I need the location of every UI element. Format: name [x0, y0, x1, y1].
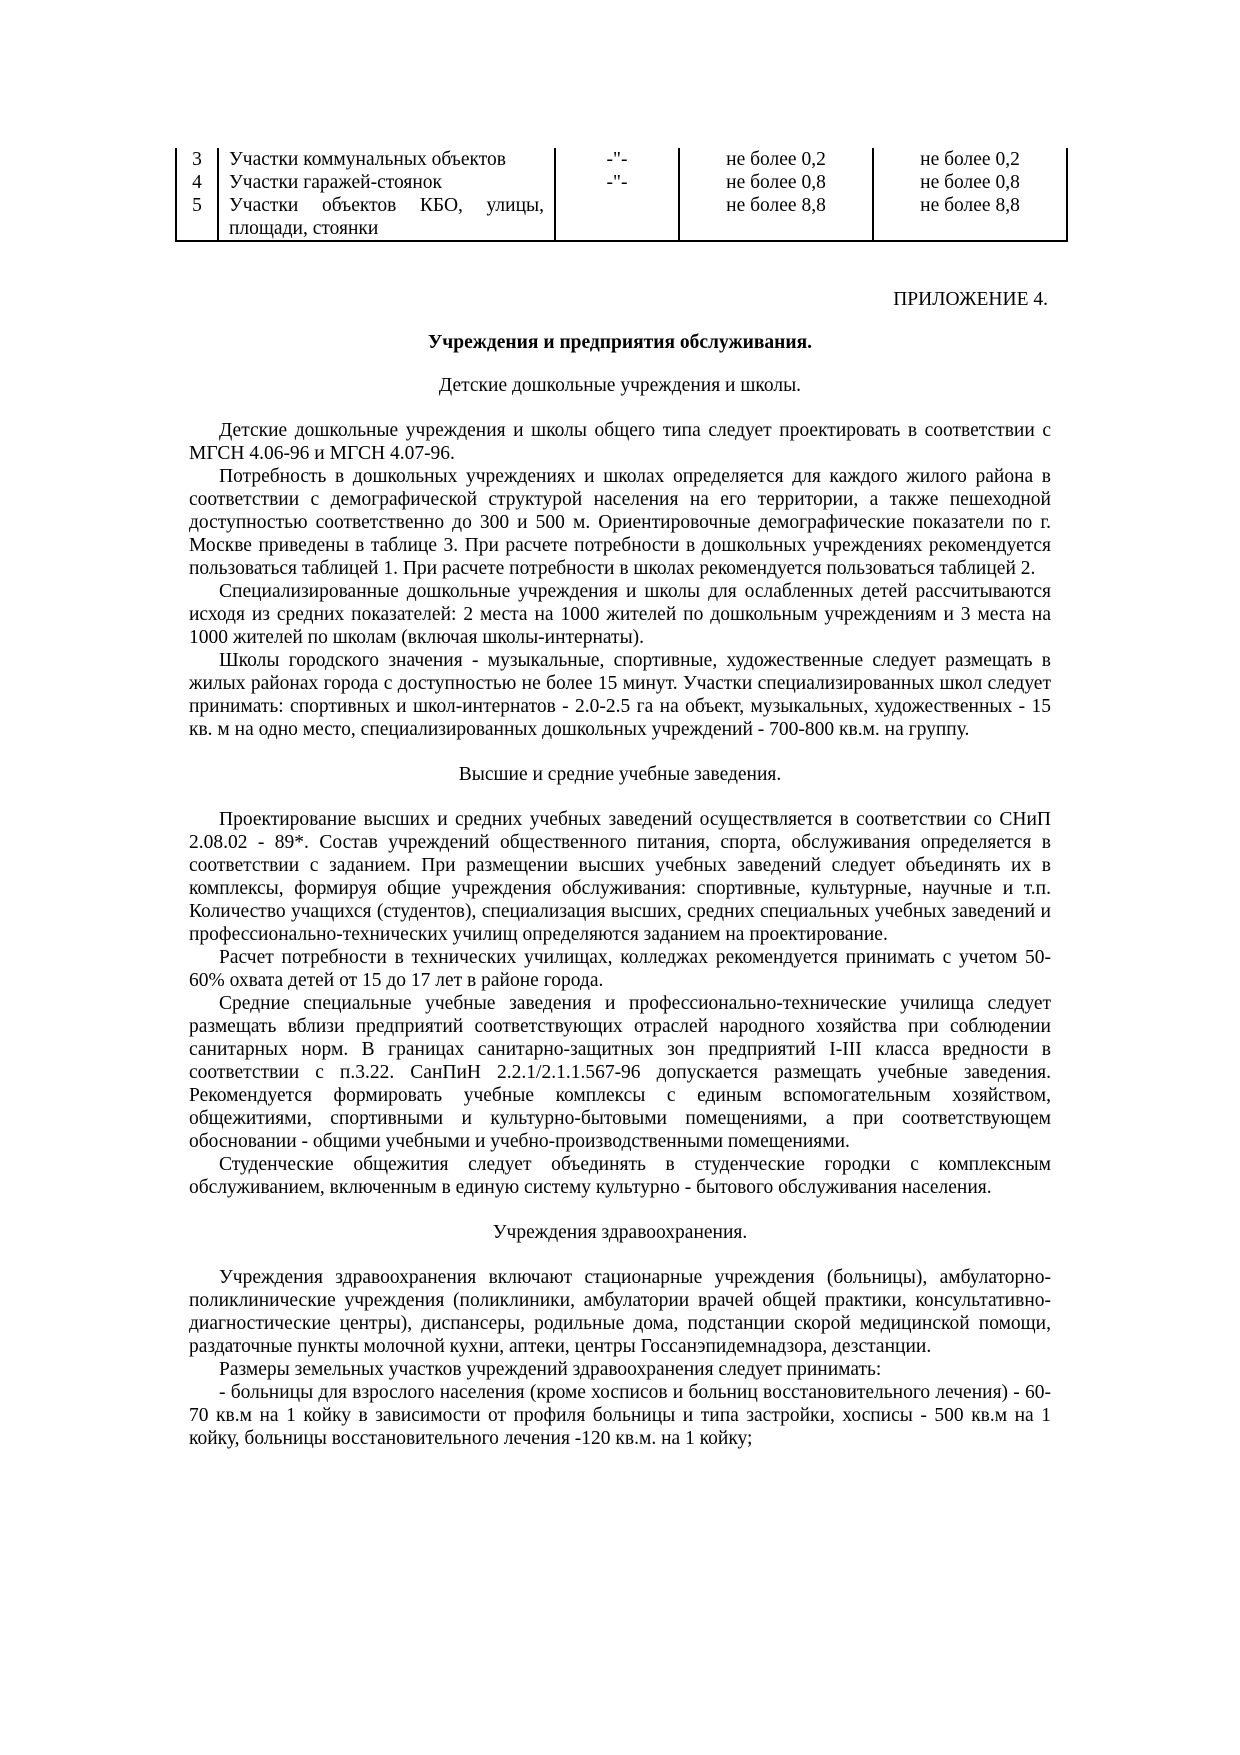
row-name: Участки коммунальных объектов [218, 148, 555, 171]
row-name: Участки объектов КБО, улицы, площади, стоянки [218, 194, 555, 241]
section-heading-schools: Детские дошкольные учреждения и школы. [438, 375, 802, 396]
row-unit [555, 194, 679, 241]
row-value-2: не более 0,2 [873, 148, 1067, 171]
spacer [189, 1199, 1051, 1221]
section-heading-healthcare: Учреждения здравоохранения. [492, 1222, 748, 1243]
row-value-1: не более 0,8 [679, 171, 873, 194]
row-number: 3 [176, 148, 218, 171]
paragraph: Проектирование высших и средних учебных заведений осуществляется в соответствии со СНиП 2.08.02 - 89*. Состав учреждений общественного питания, спорта, обслуживания определяется в соответствии с заданием. При размещении высших учебных заведений следует объединять их в комплексы, формируя общие учреждения обслуживания: спортивные, культурные, научные и т.п. Количество учащихся (студентов), специализация высших, средних специальных учебных заведений и профессионально-технических училищ определяются заданием на проектирование. [189, 809, 1051, 945]
table-row [176, 148, 1067, 171]
row-number: 5 [176, 194, 218, 241]
appendix-label: ПРИЛОЖЕНИЕ 4. [893, 289, 1048, 310]
row-unit: -"- [555, 171, 679, 194]
section-heading-higher-education: Высшие и средние учебные заведения. [458, 764, 782, 785]
document-body [189, 288, 1051, 1450]
paragraph: Средние специальные учебные заведения и профессионально-технические училища следует размещать вблизи предприятий соответствующих отраслей народного хозяйства при соблюдении санитарных норм. В границах санитарно-защитных зон предприятий I-III класса вредности в соответствии с п.3.22. СанПиН 2.2.1/2.1.1.567-96 допускается размещать учебные заведения. Рекомендуется формировать учебные комплексы с единым вспомогательным хозяйством, общежитиями, спортивными и культурно-бытовыми помещениями, а при соответствующем обосновании - общими учебными и учебно-производственными помещениями. [189, 993, 1051, 1152]
paragraph: Размеры земельных участков учреждений здравоохранения следует принимать: [219, 1359, 882, 1380]
row-unit: -"- [555, 148, 679, 171]
paragraph: Студенческие общежития следует объединять в студенческие городки с комплексным обслуживанием, включенным в единую систему культурно - бытового обслуживания населения. [189, 1154, 1051, 1198]
row-name: Участки гаражей-стоянок [218, 171, 555, 194]
paragraph: - больницы для взрослого населения (кроме хосписов и больниц восстановительного лечения) - 60-70 кв.м на 1 койку в зависимости от профиля больницы и типа застройки, хосписы - 500 кв.м на 1 койку, больницы восстановительного лечения -120 кв.м. на 1 койку; [189, 1382, 1051, 1449]
row-value-2: не более 0,8 [873, 171, 1067, 194]
paragraph: Школы городского значения - музыкальные, спортивные, художественные следует размещать в жилых районах города с доступностью не более 15 минут. Участки специализированных школ следует принимать: спортивных и школ-интернатов - 2.0-2.5 га на объект, музыкальных, художественных - 15 кв. м на одно место, специализированных дошкольных учреждений - 700-800 кв.м. на группу. [189, 650, 1051, 740]
row-number: 4 [176, 171, 218, 194]
spacer [189, 741, 1051, 763]
paragraph: Расчет потребности в технических училищах, колледжах рекомендуется принимать с учетом 50-60% охвата детей от 15 до 17 лет в районе города. [189, 947, 1051, 991]
row-value-2: не более 8,8 [873, 194, 1067, 241]
paragraph: Учреждения здравоохранения включают стационарные учреждения (больницы), амбулаторно-поликлинические учреждения (поликлиники, амбулатории врачей общей практики, консультативно-диагностические центры), диспансеры, родильные дома, подстанции скорой медицинской помощи, раздаточные пункты молочной кухни, аптеки, центры Госсанэпидемнадзора, дезстанции. [189, 1267, 1051, 1357]
page-title: Учреждения и предприятия обслуживания. [427, 332, 813, 353]
row-value-1: не более 0,2 [679, 148, 873, 171]
table-row [176, 194, 1067, 241]
paragraph: Потребность в дошкольных учреждениях и школах определяется для каждого жилого района в соответствии с демографической структурой населения на его территории, а также пешеходной доступностью соответственно до 300 и 500 м. Ориентировочные демографические показатели по г. Москве приведены в таблице 3. При расчете потребности в дошкольных учреждениях рекомендуется пользоваться таблицей 1. При расчете потребности в школах рекомендуется пользоваться таблицей 2. [189, 466, 1051, 579]
paragraph: Специализированные дошкольные учреждения и школы для ослабленных детей рассчитываются исходя из средних показателей: 2 места на 1000 жителей по дошкольным учреждениям и 3 места на 1000 жителей по школам (включая школы-интернаты). [189, 581, 1051, 648]
norms-table [175, 148, 1068, 242]
paragraph: Детские дошкольные учреждения и школы общего типа следует проектировать в соответствии с МГСН 4.06-96 и МГСН 4.07-96. [189, 420, 1051, 464]
row-value-1: не более 8,8 [679, 194, 873, 241]
table-row [176, 171, 1067, 194]
